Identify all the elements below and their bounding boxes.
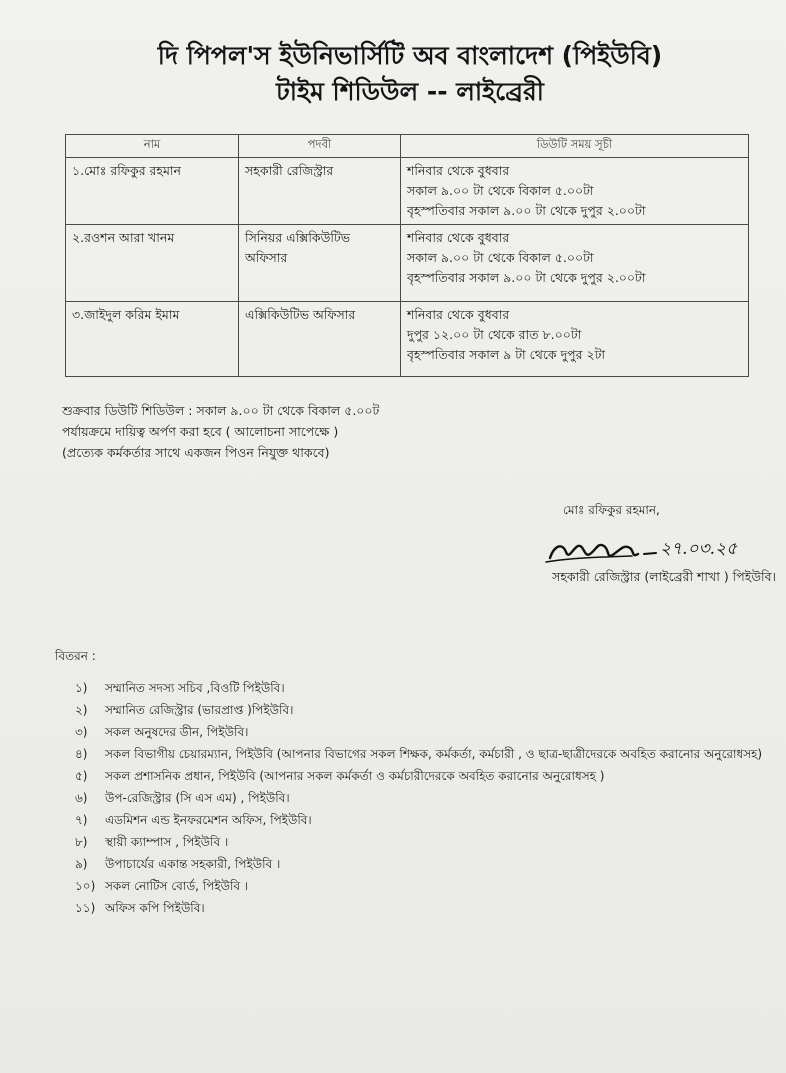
- rotation-note: পর্যায়ক্রমে দায়িত্ব অর্পণ করা হবে ( আলোচনা সাপেক্ষে ): [62, 424, 339, 439]
- cell-name: ২.রওশন আরা খানম: [66, 225, 239, 302]
- list-item-number: ৭): [75, 813, 88, 827]
- list-item-number: ৩): [75, 725, 88, 739]
- schedule-line: বৃহস্পতিবার সকাল ৯.০০ টা থেকে দুপুর ২.০০টা: [407, 270, 646, 285]
- cell-designation: এক্সিকিউটিভ অফিসার: [239, 302, 401, 377]
- cell-name: ৩.জাইদুল করিম ইমাম: [66, 302, 239, 377]
- distribution-label: বিতরন :: [55, 649, 96, 663]
- list-item: [75, 878, 765, 895]
- cell-schedule: [401, 158, 749, 225]
- list-item-number: ১): [75, 681, 88, 695]
- peon-note: (প্রত্যেক কর্মকর্তার সাথে একজন পিওন নিযুক্ত থাকবে): [62, 445, 330, 460]
- list-item-number: ৫): [75, 769, 88, 783]
- header-duty-schedule: ডিউটি সময় সূচী: [401, 135, 749, 158]
- list-item: [75, 680, 765, 697]
- list-item: [75, 768, 765, 785]
- title-university: দি পিপল'স ইউনিভার্সিটি অব বাংলাদেশ (পিইউবি): [157, 41, 663, 70]
- signatory-name: মোঃ রফিকুর রহমান,: [563, 503, 660, 517]
- schedule-notes: [62, 400, 712, 463]
- table-row: [66, 158, 749, 225]
- signatory-designation: সহকারী রেজিস্ট্রার (লাইব্রেরী শাখা ) পিইউবি।: [552, 569, 776, 584]
- schedule-line: শনিবার থেকে বুধবার: [407, 163, 510, 178]
- schedule-line: বৃহস্পতিবার সকাল ৯ টা থেকে দুপুর ২টা: [407, 347, 606, 362]
- list-item-text: এডমিশন এন্ড ইনফরমেশন অফিস, পিইউবি।: [105, 813, 312, 827]
- distribution-list: [75, 680, 765, 922]
- list-item-number: ২): [75, 703, 88, 717]
- list-item-number: ৬): [75, 791, 88, 805]
- duty-schedule-table: [65, 134, 749, 377]
- schedule-line: শনিবার থেকে বুধবার: [407, 230, 510, 245]
- table-header-row: [66, 135, 749, 158]
- list-item: [75, 790, 765, 807]
- list-item-number: ১০): [75, 879, 96, 893]
- list-item-text: সকল নোটিস বোর্ড, পিইউবি ।: [105, 879, 249, 893]
- list-item: [75, 746, 765, 763]
- header-name: নাম: [66, 135, 239, 158]
- list-item-text: সকল বিভাগীয় চেয়ারম্যান, পিইউবি (আপনার বিভাগের সকল শিক্ষক, কর্মকর্তা, কর্মচারী , ও ছাত্র-ছাত্রীদেরকে অবহিত করানোর অনুরোধসহ): [105, 747, 763, 761]
- schedule-line: সকাল ৯.০০ টা থেকে বিকাল ৫.০০টা: [407, 250, 594, 265]
- list-item-text: অফিস কপি পিইউবি।: [105, 901, 205, 915]
- schedule-line: সকাল ৯.০০ টা থেকে বিকাল ৫.০০টা: [407, 183, 594, 198]
- list-item-number: ৯): [75, 857, 88, 871]
- signature-date: ২৭.০৩.২৫: [660, 539, 738, 559]
- cell-designation: সিনিয়র এক্সিকিউটিভ অফিসার: [239, 225, 401, 302]
- cell-schedule: [401, 225, 749, 302]
- list-item-text: উপ-রেজিস্ট্রার (সি এস এম) , পিইউবি।: [105, 791, 290, 805]
- list-item-text: সম্মানিত রেজিস্ট্রার (ভারপ্রাপ্ত )পিইউবি।: [105, 703, 294, 717]
- list-item: [75, 900, 765, 917]
- list-item-text: উপাচার্যের একান্ত সহকারী, পিইউবি ।: [105, 857, 281, 871]
- list-item: [75, 724, 765, 741]
- document-title: [60, 38, 760, 110]
- list-item: [75, 812, 765, 829]
- list-item: [75, 834, 765, 851]
- cell-schedule: [401, 302, 749, 377]
- table-row: [66, 225, 749, 302]
- list-item-number: ৮): [75, 835, 88, 849]
- list-item-text: সকল অনুষদের ডীন, পিইউবি।: [105, 725, 249, 739]
- list-item-number: ৪): [75, 747, 88, 761]
- handwritten-signature: [540, 528, 662, 570]
- table-row: [66, 302, 749, 377]
- title-schedule: টাইম শিডিউল -- লাইব্রেরী: [276, 77, 544, 106]
- list-item-text: সকল প্রশাসনিক প্রধান, পিইউবি (আপনার সকল কর্মকর্তা ও কর্মচারীদেরকে অবহিত করানোর অনুরোধসহ ): [105, 769, 605, 783]
- schedule-line: বৃহস্পতিবার সকাল ৯.০০ টা থেকে দুপুর ২.০০টা: [407, 203, 646, 218]
- list-item-text: স্থায়ী ক্যাম্পাস , পিইউবি ।: [105, 835, 229, 849]
- schedule-line: শনিবার থেকে বুধবার: [407, 307, 510, 322]
- schedule-line: দুপুর ১২.০০ টা থেকে রাত ৮.০০টা: [407, 327, 582, 342]
- list-item-text: সম্মানিত সদস্য সচিব ,বিওটি পিইউবি।: [105, 681, 285, 695]
- cell-name: ১.মোঃ রফিকুর রহমান: [66, 158, 239, 225]
- list-item-number: ১১): [75, 901, 96, 915]
- cell-designation: সহকারী রেজিস্ট্রার: [239, 158, 401, 225]
- header-designation: পদবী: [239, 135, 401, 158]
- list-item: [75, 702, 765, 719]
- list-item: [75, 856, 765, 873]
- friday-schedule-note: শুক্রবার ডিউটি শিডিউল : সকাল ৯.০০ টা থেকে বিকাল ৫.০০ট: [62, 403, 380, 418]
